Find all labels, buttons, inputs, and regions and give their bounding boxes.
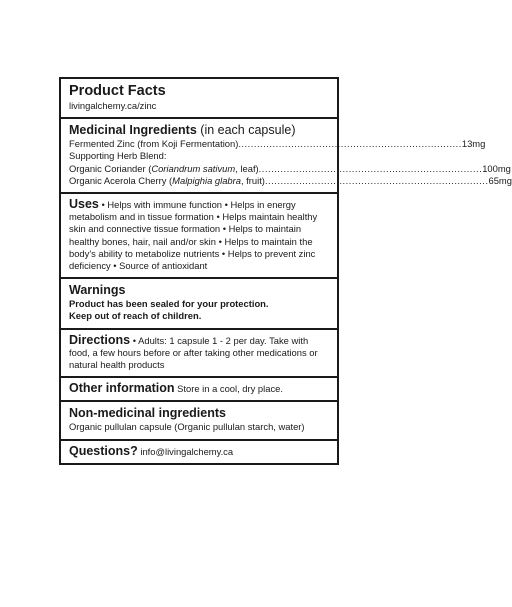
ingredient-name: Fermented Zinc (from Koji Fermentation) — [69, 138, 239, 150]
product-url: livingalchemy.ca/zinc — [69, 100, 157, 111]
ingredient-prefix: Organic Acerola Cherry ( — [69, 174, 173, 186]
ingredient-amount: 65mg — [488, 174, 512, 186]
warning-sealed: Product has been sealed for your protection. — [69, 298, 269, 310]
ingredient-amount: 100mg — [482, 162, 511, 174]
non-medicinal-text: Organic pullulan capsule (Organic pullulan starch, water) — [69, 421, 305, 433]
ingredient-row-zinc — [69, 138, 486, 150]
ingredient-suffix: , fruit) — [240, 174, 265, 186]
directions-section — [61, 330, 337, 379]
ingredient-row-acerola — [69, 174, 512, 187]
ingredient-latin-name: Coriandrum sativum — [151, 162, 236, 174]
directions-text: • Adults: 1 capsule 1 - 2 per day. Take with food, a few hours before or after taking other medications or natural health products — [69, 334, 318, 371]
directions-heading: Directions — [69, 332, 131, 347]
uses-paragraph — [69, 198, 329, 272]
questions-heading: Questions? — [69, 443, 138, 458]
other-information-section — [61, 378, 337, 402]
leader-dots: ........................................................................ — [264, 174, 489, 186]
ingredient-latin-name: Malpighia glabra — [172, 174, 241, 186]
medicinal-heading-note: (in each capsule) — [196, 123, 296, 138]
warnings-heading: Warnings — [69, 283, 126, 298]
product-facts-title: Product Facts — [69, 83, 166, 99]
non-medicinal-section — [61, 402, 337, 440]
leader-dots: ........................................................................ — [238, 138, 462, 150]
uses-heading: Uses — [69, 197, 99, 212]
ingredient-suffix: , leaf) — [235, 162, 259, 174]
medicinal-heading-text: Medicinal Ingredients — [69, 123, 197, 138]
warning-children: Keep out of reach of children. — [69, 310, 202, 322]
uses-section — [61, 194, 337, 279]
ingredient-name — [69, 175, 265, 187]
product-facts-label — [59, 77, 512, 465]
questions-section — [61, 441, 337, 463]
leader-dots: ........................................................................ — [258, 162, 483, 174]
warnings-section — [61, 279, 337, 329]
other-information-heading: Other information — [69, 381, 175, 396]
other-information-paragraph — [69, 382, 329, 395]
questions-paragraph — [69, 445, 329, 458]
ingredient-amount: 13mg — [461, 138, 486, 150]
medicinal-ingredients-section — [61, 119, 512, 194]
ingredient-row-coriander — [69, 162, 511, 175]
herb-blend-label: Supporting Herb Blend: — [69, 150, 167, 162]
ingredient-name — [69, 163, 259, 175]
uses-text: • Helps with immune function • Helps in energy metabolism and in tissue formation • Helps maintain healthy skin and connective tissue formation • Helps to maintain healthy bones, hair, nail and/or skin • Helps to maintain the body's ability to metabolize nutrients • Helps to prevent zinc deficiency • Source of antioxidant — [69, 199, 318, 272]
non-medicinal-heading: Non-medicinal ingredients — [69, 406, 226, 421]
product-facts-section — [61, 79, 337, 119]
contact-email: info@livingalchemy.ca — [137, 445, 234, 457]
other-information-text: Store in a cool, dry place. — [174, 383, 283, 395]
directions-paragraph — [69, 334, 329, 372]
medicinal-ingredients-heading — [69, 123, 329, 138]
ingredient-prefix: Organic Coriander ( — [69, 162, 152, 174]
